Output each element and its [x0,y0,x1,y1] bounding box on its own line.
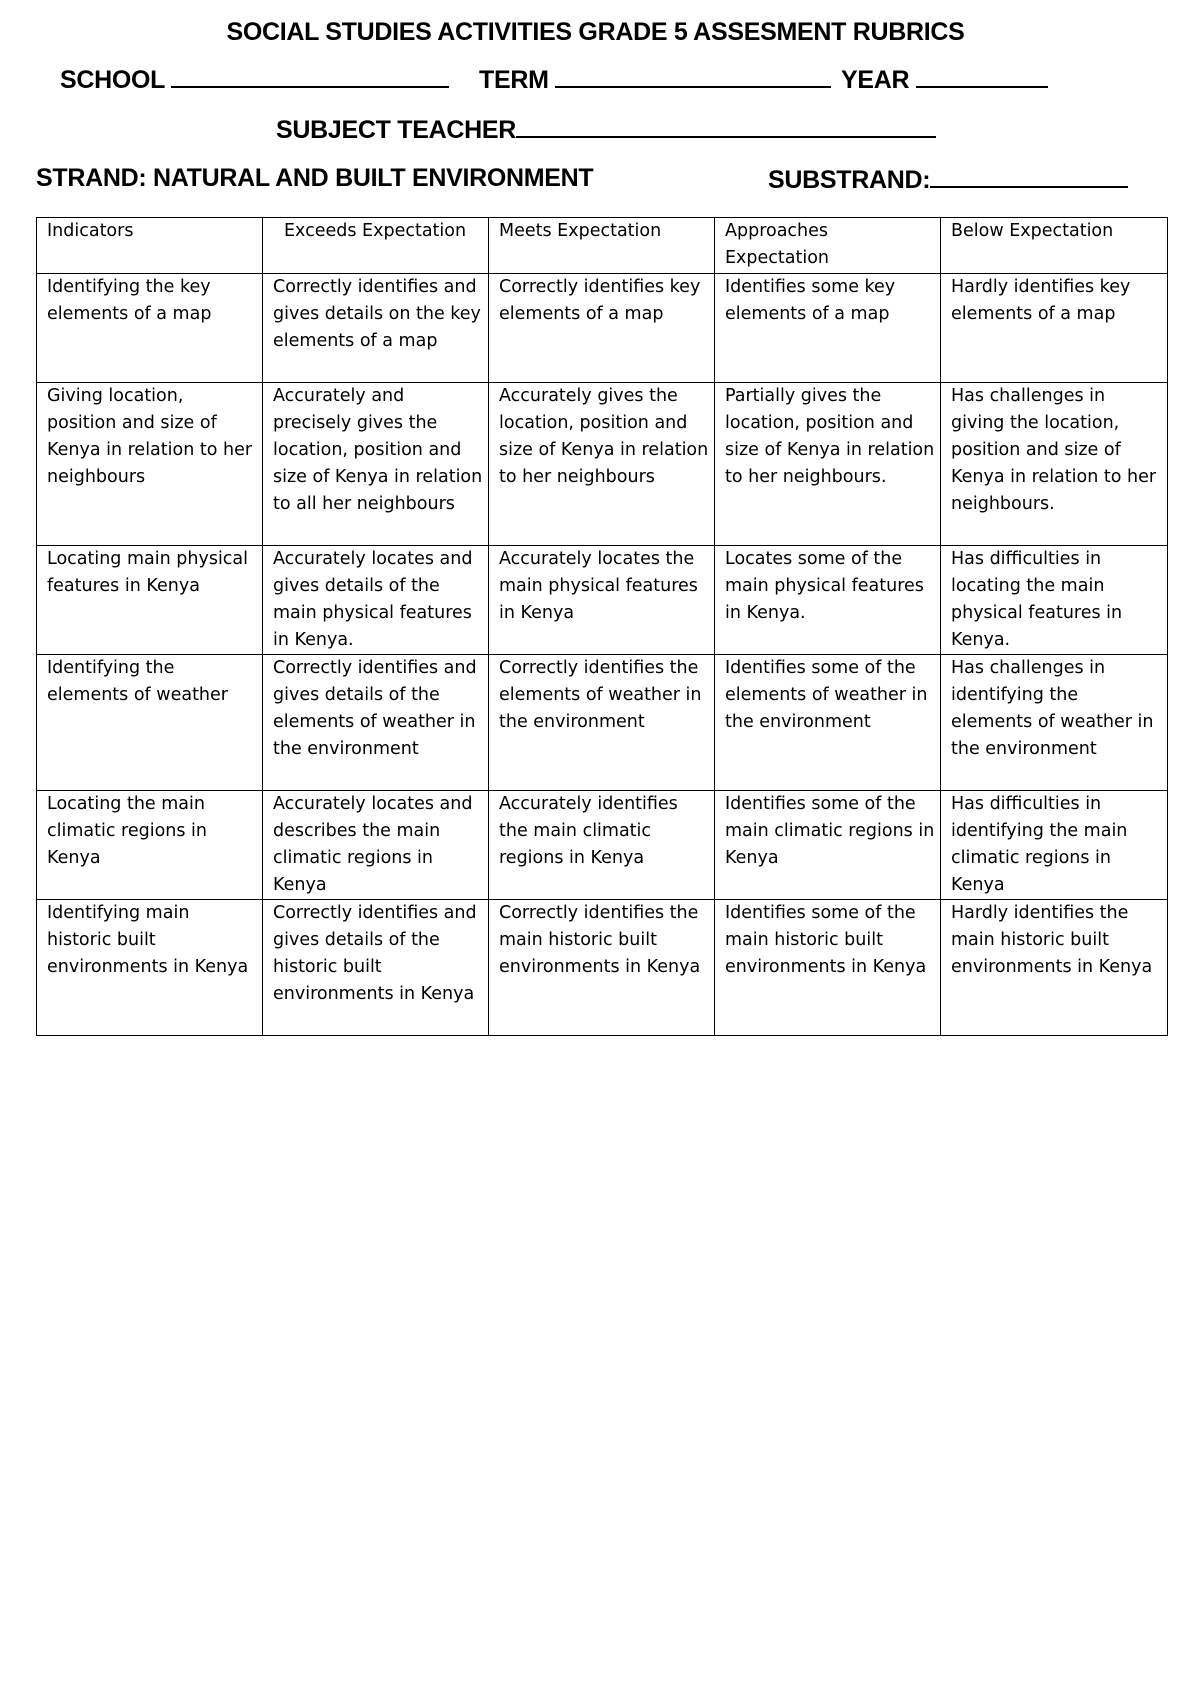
table-cell: Locating main physical features in Kenya [37,546,263,655]
table-row [37,655,1168,791]
table-row [37,900,1168,1036]
school-line [60,64,449,95]
table-cell: Correctly identifies the elements of weather in the environment [489,655,715,791]
table-cell: Correctly identifies and gives details of the historic built environments in Kenya [263,900,489,1036]
document-title: SOCIAL STUDIES ACTIVITIES GRADE 5 ASSESMENT RUBRICS [226,18,965,46]
table-row [37,274,1168,383]
table-cell: Identifies some key elements of a map [715,274,941,383]
table-cell: Has difficulties in identifying the main climatic regions in Kenya [941,791,1168,900]
table-cell: Accurately locates and gives details of the main physical features in Kenya. [263,546,489,655]
table-cell: Correctly identifies key elements of a map [489,274,715,383]
table-cell: Identifies some of the main historic built environments in Kenya [715,900,941,1036]
table-cell: Correctly identifies and gives details of the elements of weather in the environment [263,655,489,791]
table-cell: Identifies some of the main climatic regions in Kenya [715,791,941,900]
table-cell: Accurately gives the location, position and size of Kenya in relation to her neighbours [489,383,715,546]
substrand-blank [930,164,1128,188]
table-cell: Has challenges in giving the location, position and size of Kenya in relation to her neighbours. [941,383,1168,546]
table-cell: Giving location, position and size of Kenya in relation to her neighbours [37,383,263,546]
teacher-line [276,114,936,145]
table-cell: Identifying main historic built environments in Kenya [37,900,263,1036]
table-cell: Correctly identifies the main historic built environments in Kenya [489,900,715,1036]
table-cell: Hardly identifies key elements of a map [941,274,1168,383]
table-cell: Accurately locates the main physical features in Kenya [489,546,715,655]
rubric-table [36,217,1168,1036]
table-row [37,546,1168,655]
table-cell: Has challenges in identifying the elements of weather in the environment [941,655,1168,791]
term-line [479,64,831,95]
year-line [841,64,1048,95]
table-cell: Has difficulties in locating the main physical features in Kenya. [941,546,1168,655]
substrand-label: SUBSTRAND: [768,166,931,194]
table-cell: Identifies some of the elements of weather in the environment [715,655,941,791]
table-header-row [37,218,1168,274]
school-blank [171,64,449,88]
column-header: Below Expectation [941,218,1168,274]
column-header: Approaches Expectation [715,218,941,274]
column-header: Indicators [37,218,263,274]
table-cell: Accurately and precisely gives the location, position and size of Kenya in relation to all her neighbours [263,383,489,546]
table-cell: Accurately locates and describes the main climatic regions in Kenya [263,791,489,900]
table-cell: Correctly identifies and gives details on the key elements of a map [263,274,489,383]
table-cell: Identifying the key elements of a map [37,274,263,383]
term-label: TERM [479,66,549,94]
table-cell: Accurately identifies the main climatic regions in Kenya [489,791,715,900]
year-blank [916,64,1048,88]
table-cell: Hardly identifies the main historic built environments in Kenya [941,900,1168,1036]
column-header: Meets Expectation [489,218,715,274]
table-cell: Locates some of the main physical features in Kenya. [715,546,941,655]
table-row [37,383,1168,546]
column-header: Exceeds Expectation [263,218,489,274]
substrand-line [768,164,1128,195]
teacher-label: SUBJECT TEACHER [276,116,516,144]
year-label: YEAR [841,66,910,94]
term-blank [555,64,831,88]
table-row [37,791,1168,900]
table-cell: Partially gives the location, position and size of Kenya in relation to her neighbours. [715,383,941,546]
teacher-blank [516,114,936,138]
school-label: SCHOOL [60,66,165,94]
strand-label: STRAND: NATURAL AND BUILT ENVIRONMENT [36,164,594,192]
table-cell: Identifying the elements of weather [37,655,263,791]
table-cell: Locating the main climatic regions in Kenya [37,791,263,900]
